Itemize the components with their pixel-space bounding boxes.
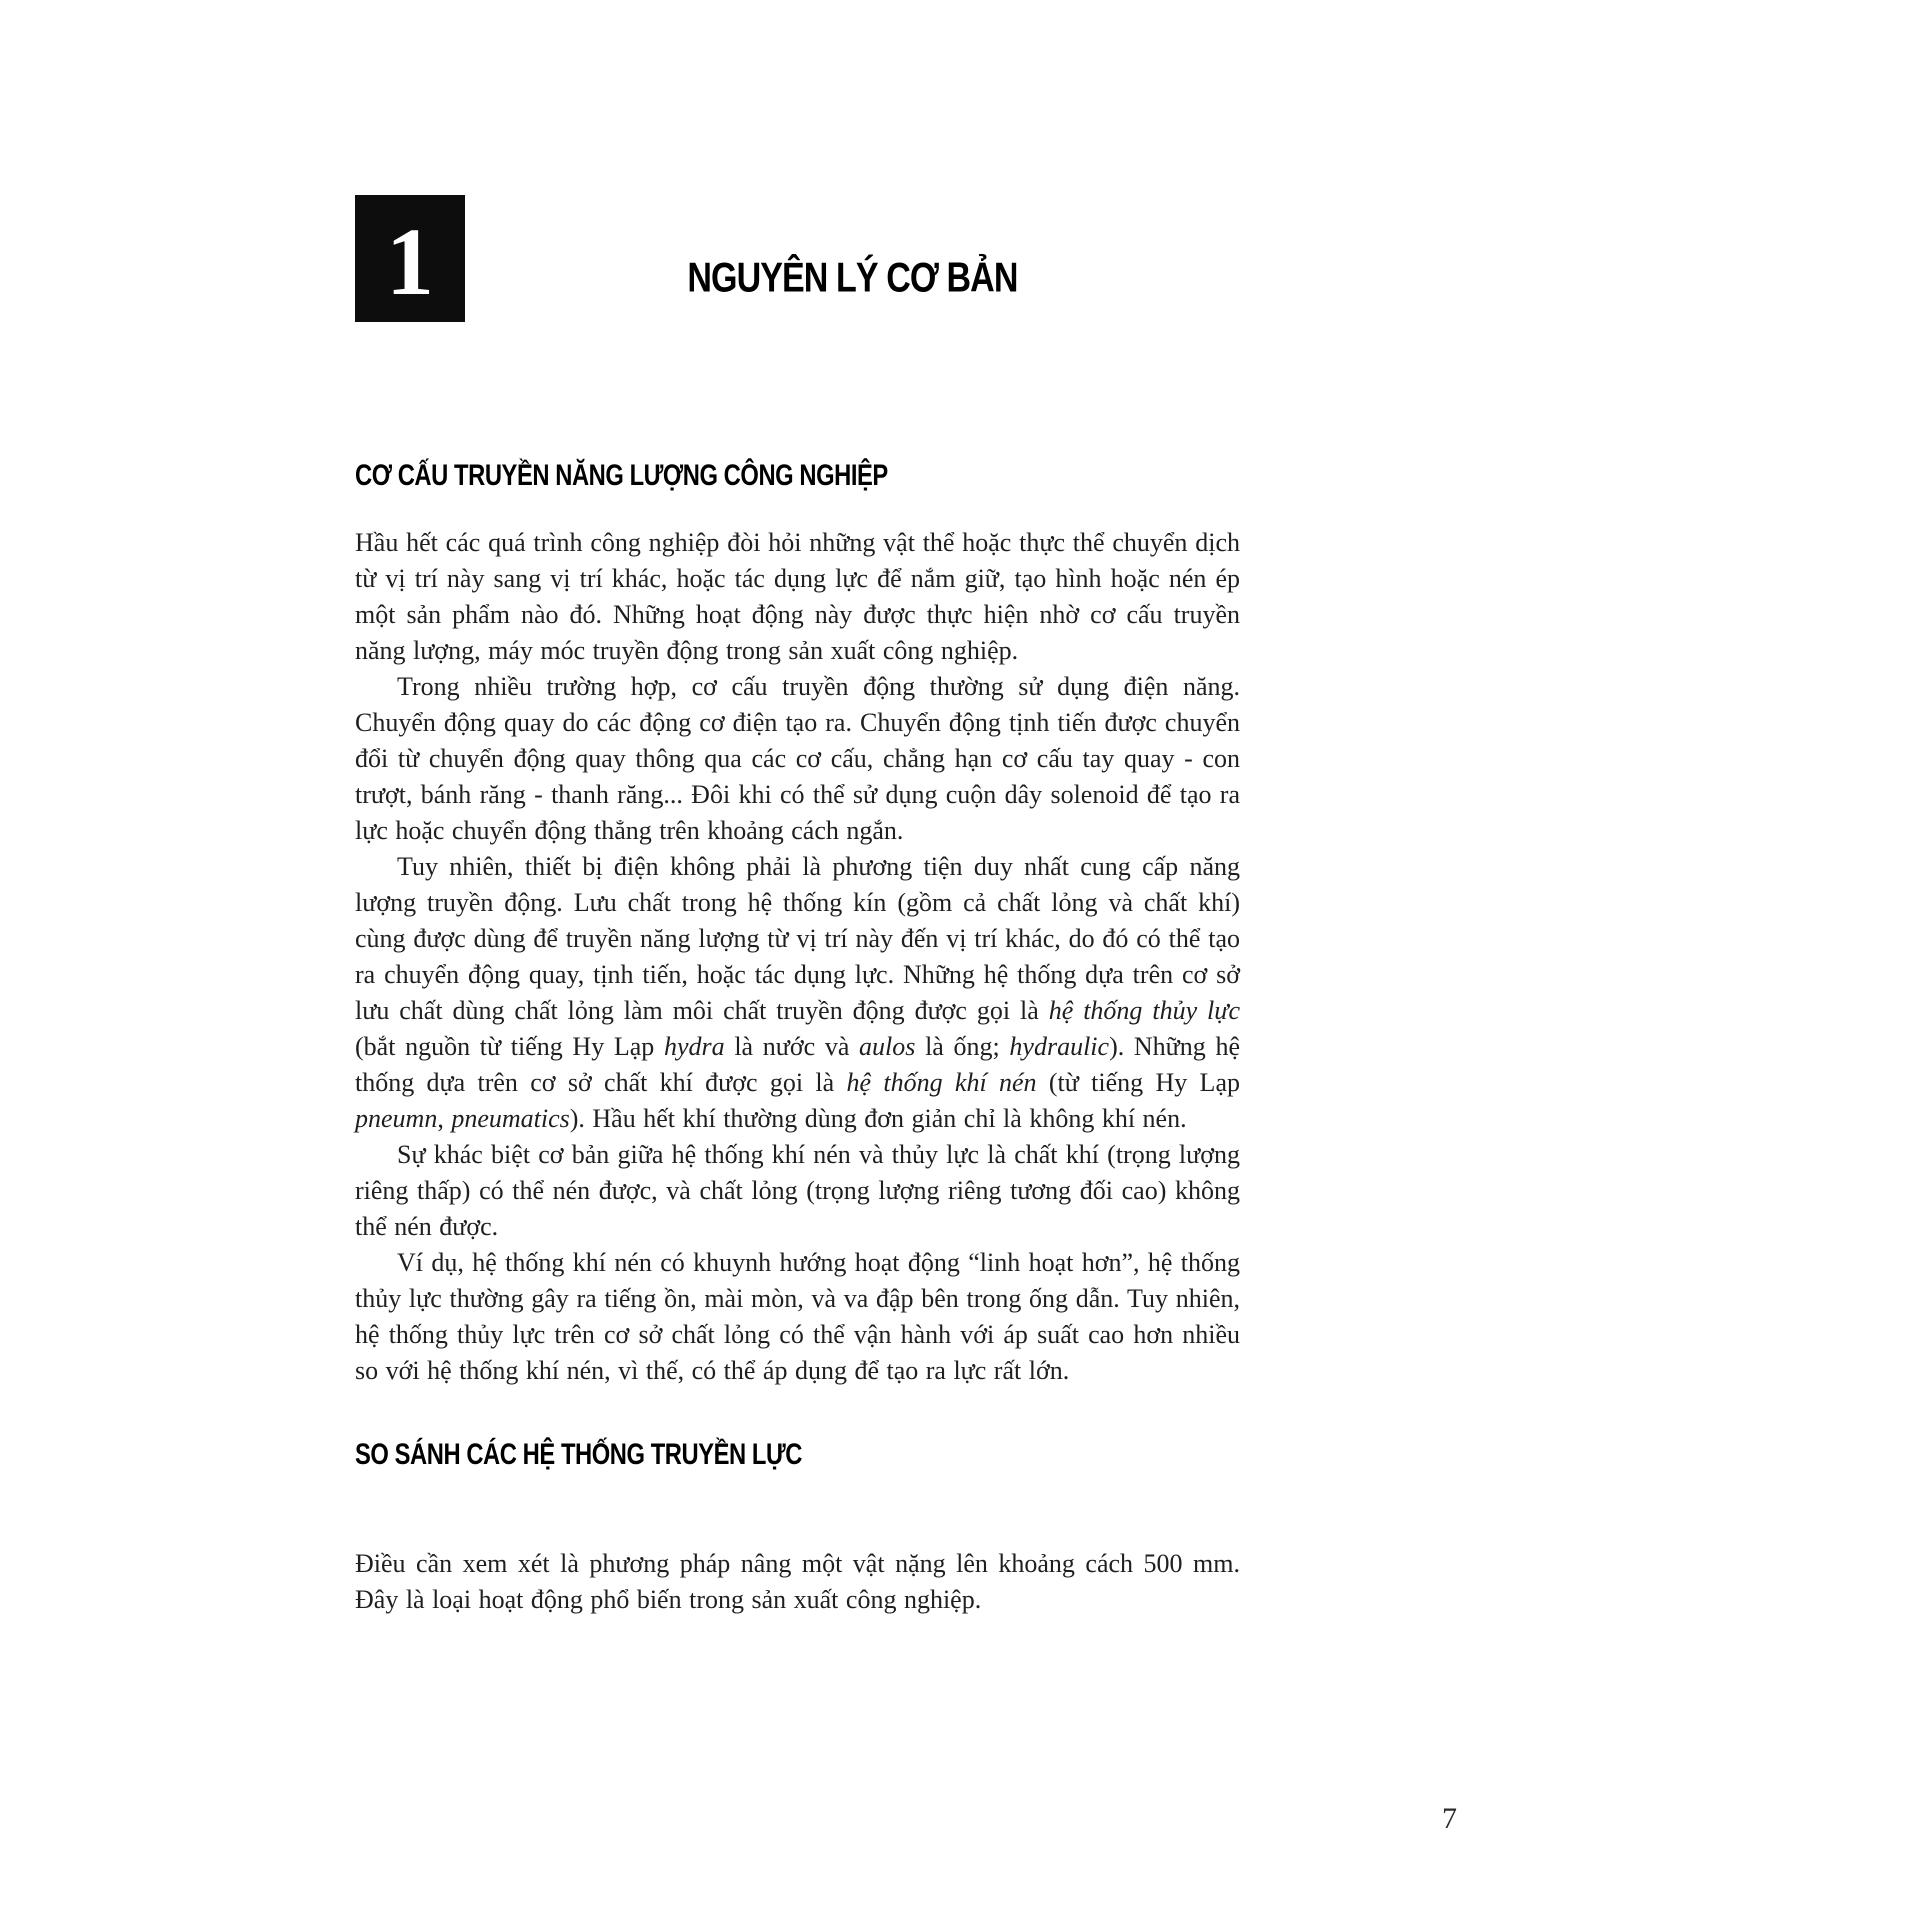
italic-term: pneumn: [355, 1104, 438, 1133]
italic-term: hydraulic: [1009, 1032, 1110, 1061]
section-paragraphs: [355, 1546, 1240, 1618]
text-run: (từ tiếng Hy Lạp: [1036, 1068, 1240, 1097]
text-run: Sự khác biệt cơ bản giữa hệ thống khí nén và thủy lực là chất khí (trọng lượng riêng thấp) có thể nén được, và chất lỏng (trọng lượng riêng tương đối cao) không thể nén được.: [355, 1140, 1240, 1241]
paragraph: [355, 1137, 1240, 1245]
section-heading: CƠ CẤU TRUYỀN NĂNG LƯỢNG CÔNG NGHIỆP: [355, 458, 888, 492]
italic-term: hệ thống thủy lực: [1048, 996, 1240, 1025]
text-run: ,: [437, 1104, 452, 1133]
text-run: ). Hầu hết khí thường dùng đơn giản chỉ là không khí nén.: [569, 1104, 1187, 1133]
italic-term: hệ thống khí nén: [846, 1068, 1037, 1097]
paragraph: [355, 1245, 1240, 1389]
page-number: 7: [1442, 1802, 1457, 1835]
text-run: là nước và: [724, 1032, 860, 1061]
page-content: [355, 195, 1240, 1618]
text-run: Hầu hết các quá trình công nghiệp đòi hỏi những vật thể hoặc thực thể chuyển dịch từ vị trí này sang vị trí khác, hoặc tác dụng lực để nắm giữ, tạo hình hoặc nén ép một sản phẩm nào đó. Những hoạt động này được thực hiện nhờ cơ cấu truyền năng lượng, máy móc truyền động trong sản xuất công nghiệp.: [355, 528, 1240, 665]
section-heading: SO SÁNH CÁC HỆ THỐNG TRUYỀN LỰC: [355, 1437, 802, 1471]
italic-term: aulos: [859, 1032, 916, 1061]
text-run: (bắt nguồn từ tiếng Hy Lạp: [355, 1032, 664, 1061]
paragraph: [355, 669, 1240, 849]
section-energy-transmission: [355, 460, 1240, 1389]
italic-term: pneumatics: [451, 1104, 570, 1133]
text-run: Tuy nhiên, thiết bị điện không phải là phương tiện duy nhất cung cấp năng lượng truyền động. Lưu chất trong hệ thống kín (gồm cả chất lỏng và chất khí) cùng được dùng để truyền năng lượng từ vị trí này đến vị trí khác, do đó có thể tạo ra chuyển động quay, tịnh tiến, hoặc tác dụng lực. Những hệ thống dựa trên cơ sở lưu chất dùng chất lỏng làm môi chất truyền động được gọi là: [355, 852, 1240, 1025]
text-run: ). Những hệ thống dựa trên cơ sở chất khí được gọi là: [355, 1032, 1240, 1097]
chapter-title: NGUYÊN LÝ CƠ BẢN: [687, 254, 1018, 301]
chapter-number: 1: [386, 207, 434, 315]
paragraph: [355, 1546, 1240, 1618]
text-run: Trong nhiều trường hợp, cơ cấu truyền động thường sử dụng điện năng. Chuyển động quay do các động cơ điện tạo ra. Chuyển động tịnh tiến được chuyển đổi từ chuyển động quay thông qua các cơ cấu, chẳng hạn cơ cấu tay quay - con trượt, bánh răng - thanh răng... Đôi khi có thể sử dụng cuộn dây solenoid để tạo ra lực hoặc chuyển động thẳng trên khoảng cách ngắn.: [355, 672, 1240, 845]
chapter-header: [355, 195, 1240, 322]
chapter-title-area: [465, 254, 1240, 301]
italic-term: hydra: [663, 1032, 725, 1061]
chapter-number-box: [355, 195, 465, 322]
text-run: là ống;: [915, 1032, 1010, 1061]
paragraph: [355, 849, 1240, 1137]
section-paragraphs: [355, 525, 1240, 1389]
text-run: Ví dụ, hệ thống khí nén có khuynh hướng hoạt động “linh hoạt hơn”, hệ thống thủy lực thường gây ra tiếng ồn, mài mòn, và va đập bên trong ống dẫn. Tuy nhiên, hệ thống thủy lực trên cơ sở chất lỏng có thể vận hành với áp suất cao hơn nhiều so với hệ thống khí nén, vì thế, có thể áp dụng để tạo ra lực rất lớn.: [355, 1248, 1240, 1385]
text-run: Điều cần xem xét là phương pháp nâng một vật nặng lên khoảng cách 500 mm. Đây là loại hoạt động phổ biến trong sản xuất công nghiệp.: [355, 1549, 1240, 1614]
paragraph: [355, 525, 1240, 669]
section-comparison: [355, 1439, 1240, 1618]
